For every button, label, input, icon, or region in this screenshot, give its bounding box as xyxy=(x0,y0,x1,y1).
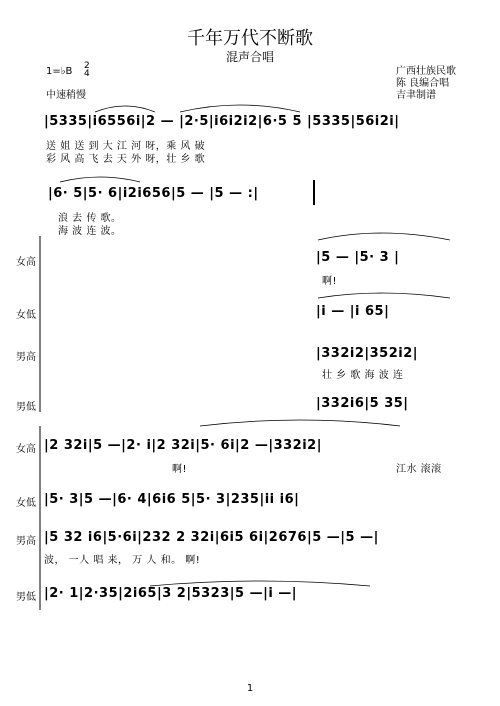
part-label-bass-2: 男低 xyxy=(16,592,36,603)
part-label-tenor: 男高 xyxy=(16,352,36,363)
key-signature: 1=♭B xyxy=(46,66,73,77)
part-label-alto-2: 女低 xyxy=(16,498,36,509)
system4-alto: |5· 3|5 —|6· 4|6i6 5|5· 3|235|ii i6| xyxy=(44,492,300,507)
time-numerator: 2 xyxy=(84,61,90,71)
system4-soprano-lyric2: 江水 滚滚 xyxy=(396,464,442,475)
part-label-bass: 男低 xyxy=(16,402,36,413)
system3-soprano-lyric: 啊! xyxy=(322,276,338,287)
system3-bass: |332i6|5 35| xyxy=(316,396,409,411)
part-label-soprano-2: 女高 xyxy=(16,444,36,455)
credit-origin: 广西壮族民歌 xyxy=(396,66,456,77)
part-label-soprano: 女高 xyxy=(16,257,36,268)
system4-soprano: |2 32i|5 —|2· i|2 32i|5· 6i|2 —|332i2| xyxy=(44,438,322,453)
system3-soprano: |5 — |5· 3 | xyxy=(316,250,400,265)
song-subtitle: 混声合唱 xyxy=(225,50,274,64)
system3-tenor: |332i2|352i2| xyxy=(316,346,419,361)
tempo-marking: 中速稍慢 xyxy=(46,90,86,101)
system1-lyric-verse2: 彩 风 高 飞 去 天 外 呀，壮 乡 歌 xyxy=(46,154,206,165)
system4-bass: |2· 1|2·35|2i65|3 2|5323|5 —|i —| xyxy=(44,586,298,601)
system2-lyric-verse2: 海 波 连 波。 xyxy=(58,226,122,237)
system1-melody: |5335|i6556i|2 — |2·5|i6i2i2|6·5 5 |5335|56i2i| xyxy=(44,114,400,129)
system4-tenor: |5 32 i6|5·6i|232 2 32i|6i5 6i|2676|5 —|5 —| xyxy=(44,530,379,545)
system1-lyric-verse1: 送 姐 送 到 大 江 河 呀，乘 风 破 xyxy=(46,141,206,152)
system3-alto: |i — |i 65| xyxy=(316,304,390,319)
system4-soprano-lyric1: 啊! xyxy=(172,464,188,475)
part-label-alto: 女低 xyxy=(16,310,36,321)
song-title: 千年万代不断歌 xyxy=(187,28,313,49)
system2-melody: |6· 5|5· 6|i2i656|5 — |5 — :| xyxy=(48,186,259,201)
system2-lyric-verse1: 浪 去 传 歌。 xyxy=(58,213,122,224)
system4-tenor-lyric: 波， 一人 唱 来， 万 人 和。 啊! xyxy=(44,555,201,566)
page-number: 1 xyxy=(246,683,254,694)
credit-transcriber: 吉聿制谱 xyxy=(396,90,436,101)
system3-tenor-lyric: 壮 乡 歌 海 波 连 xyxy=(322,370,404,381)
part-label-tenor-2: 男高 xyxy=(16,536,36,547)
time-denominator: 4 xyxy=(84,69,90,79)
credit-arranger: 陈 良编合唱 xyxy=(396,78,450,89)
